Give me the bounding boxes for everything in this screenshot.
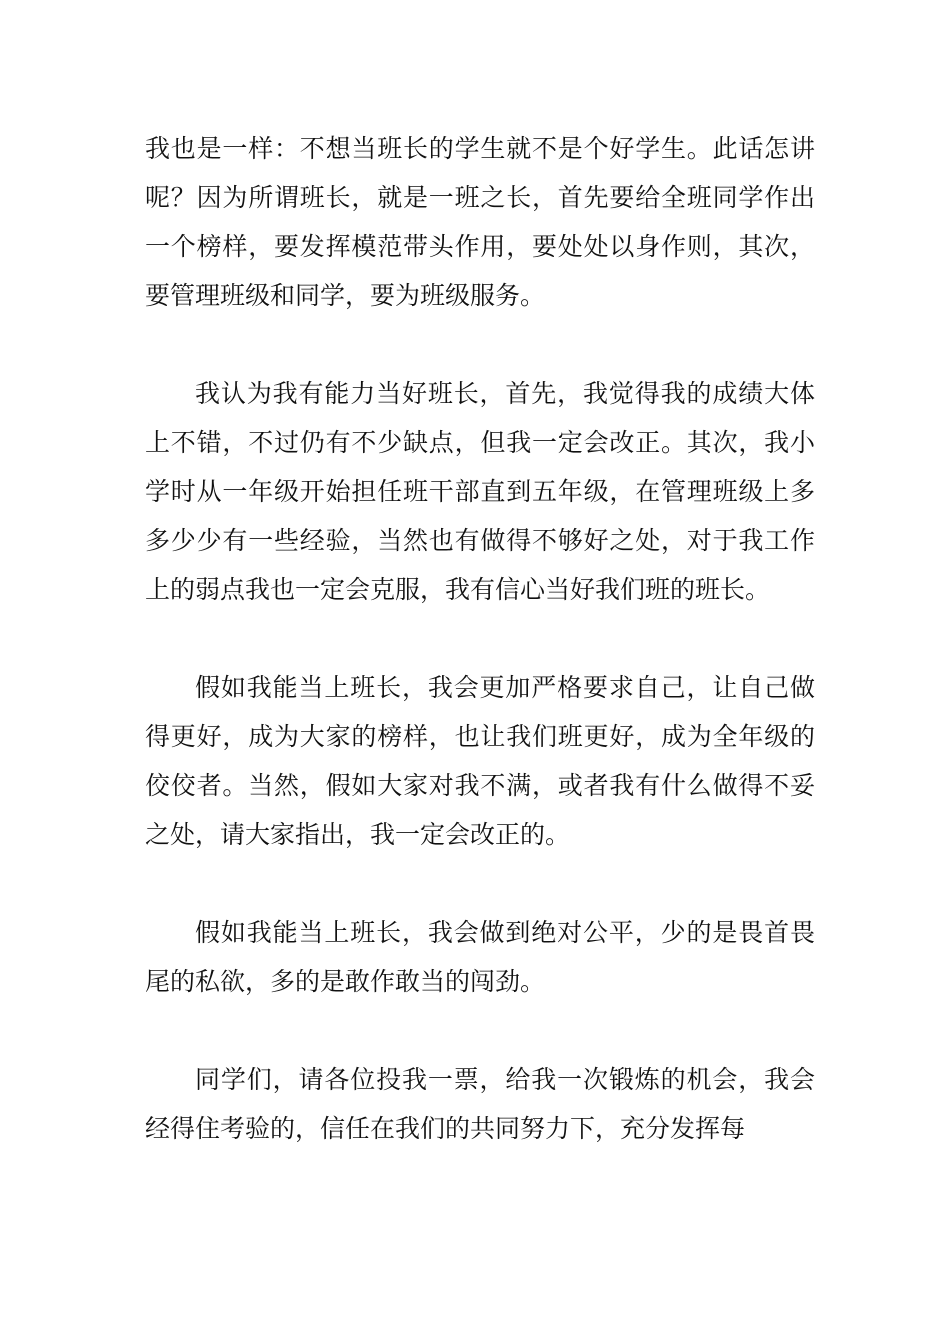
paragraph-4: 假如我能当上班长，我会做到绝对公平，少的是畏首畏尾的私欲，多的是敢作敢当的闯劲。 (145, 918, 815, 996)
paragraph-5: 同学们，请各位投我一票，给我一次锻炼的机会，我会经得住考验的，信任在我们的共同努力下，充分发挥每 (145, 1065, 815, 1143)
paragraph-2: 我认为我有能力当好班长，首先，我觉得我的成绩大体上不错，不过仍有不少缺点，但我一定会改正。其次，我小学时从一年级开始担任班干部直到五年级，在管理班级上多多少少有一些经验，当然也有做得不够好之处，对于我工作上的弱点我也一定会克服，我有信心当好我们班的班长。 (145, 379, 815, 604)
paragraph-1: 我也是一样：不想当班长的学生就不是个好学生。此话怎讲呢？因为所谓班长，就是一班之长，首先要给全班同学作出一个榜样，要发挥模范带头作用，要处处以身作则，其次，要管理班级和同学，要为班级服务。 (145, 134, 815, 310)
paragraph-3: 假如我能当上班长，我会更加严格要求自己，让自己做得更好，成为大家的榜样，也让我们班更好，成为全年级的佼佼者。当然，假如大家对我不满，或者我有什么做得不妥之处，请大家指出，我一定会改正的。 (145, 673, 815, 849)
document-page (145, 124, 815, 1153)
